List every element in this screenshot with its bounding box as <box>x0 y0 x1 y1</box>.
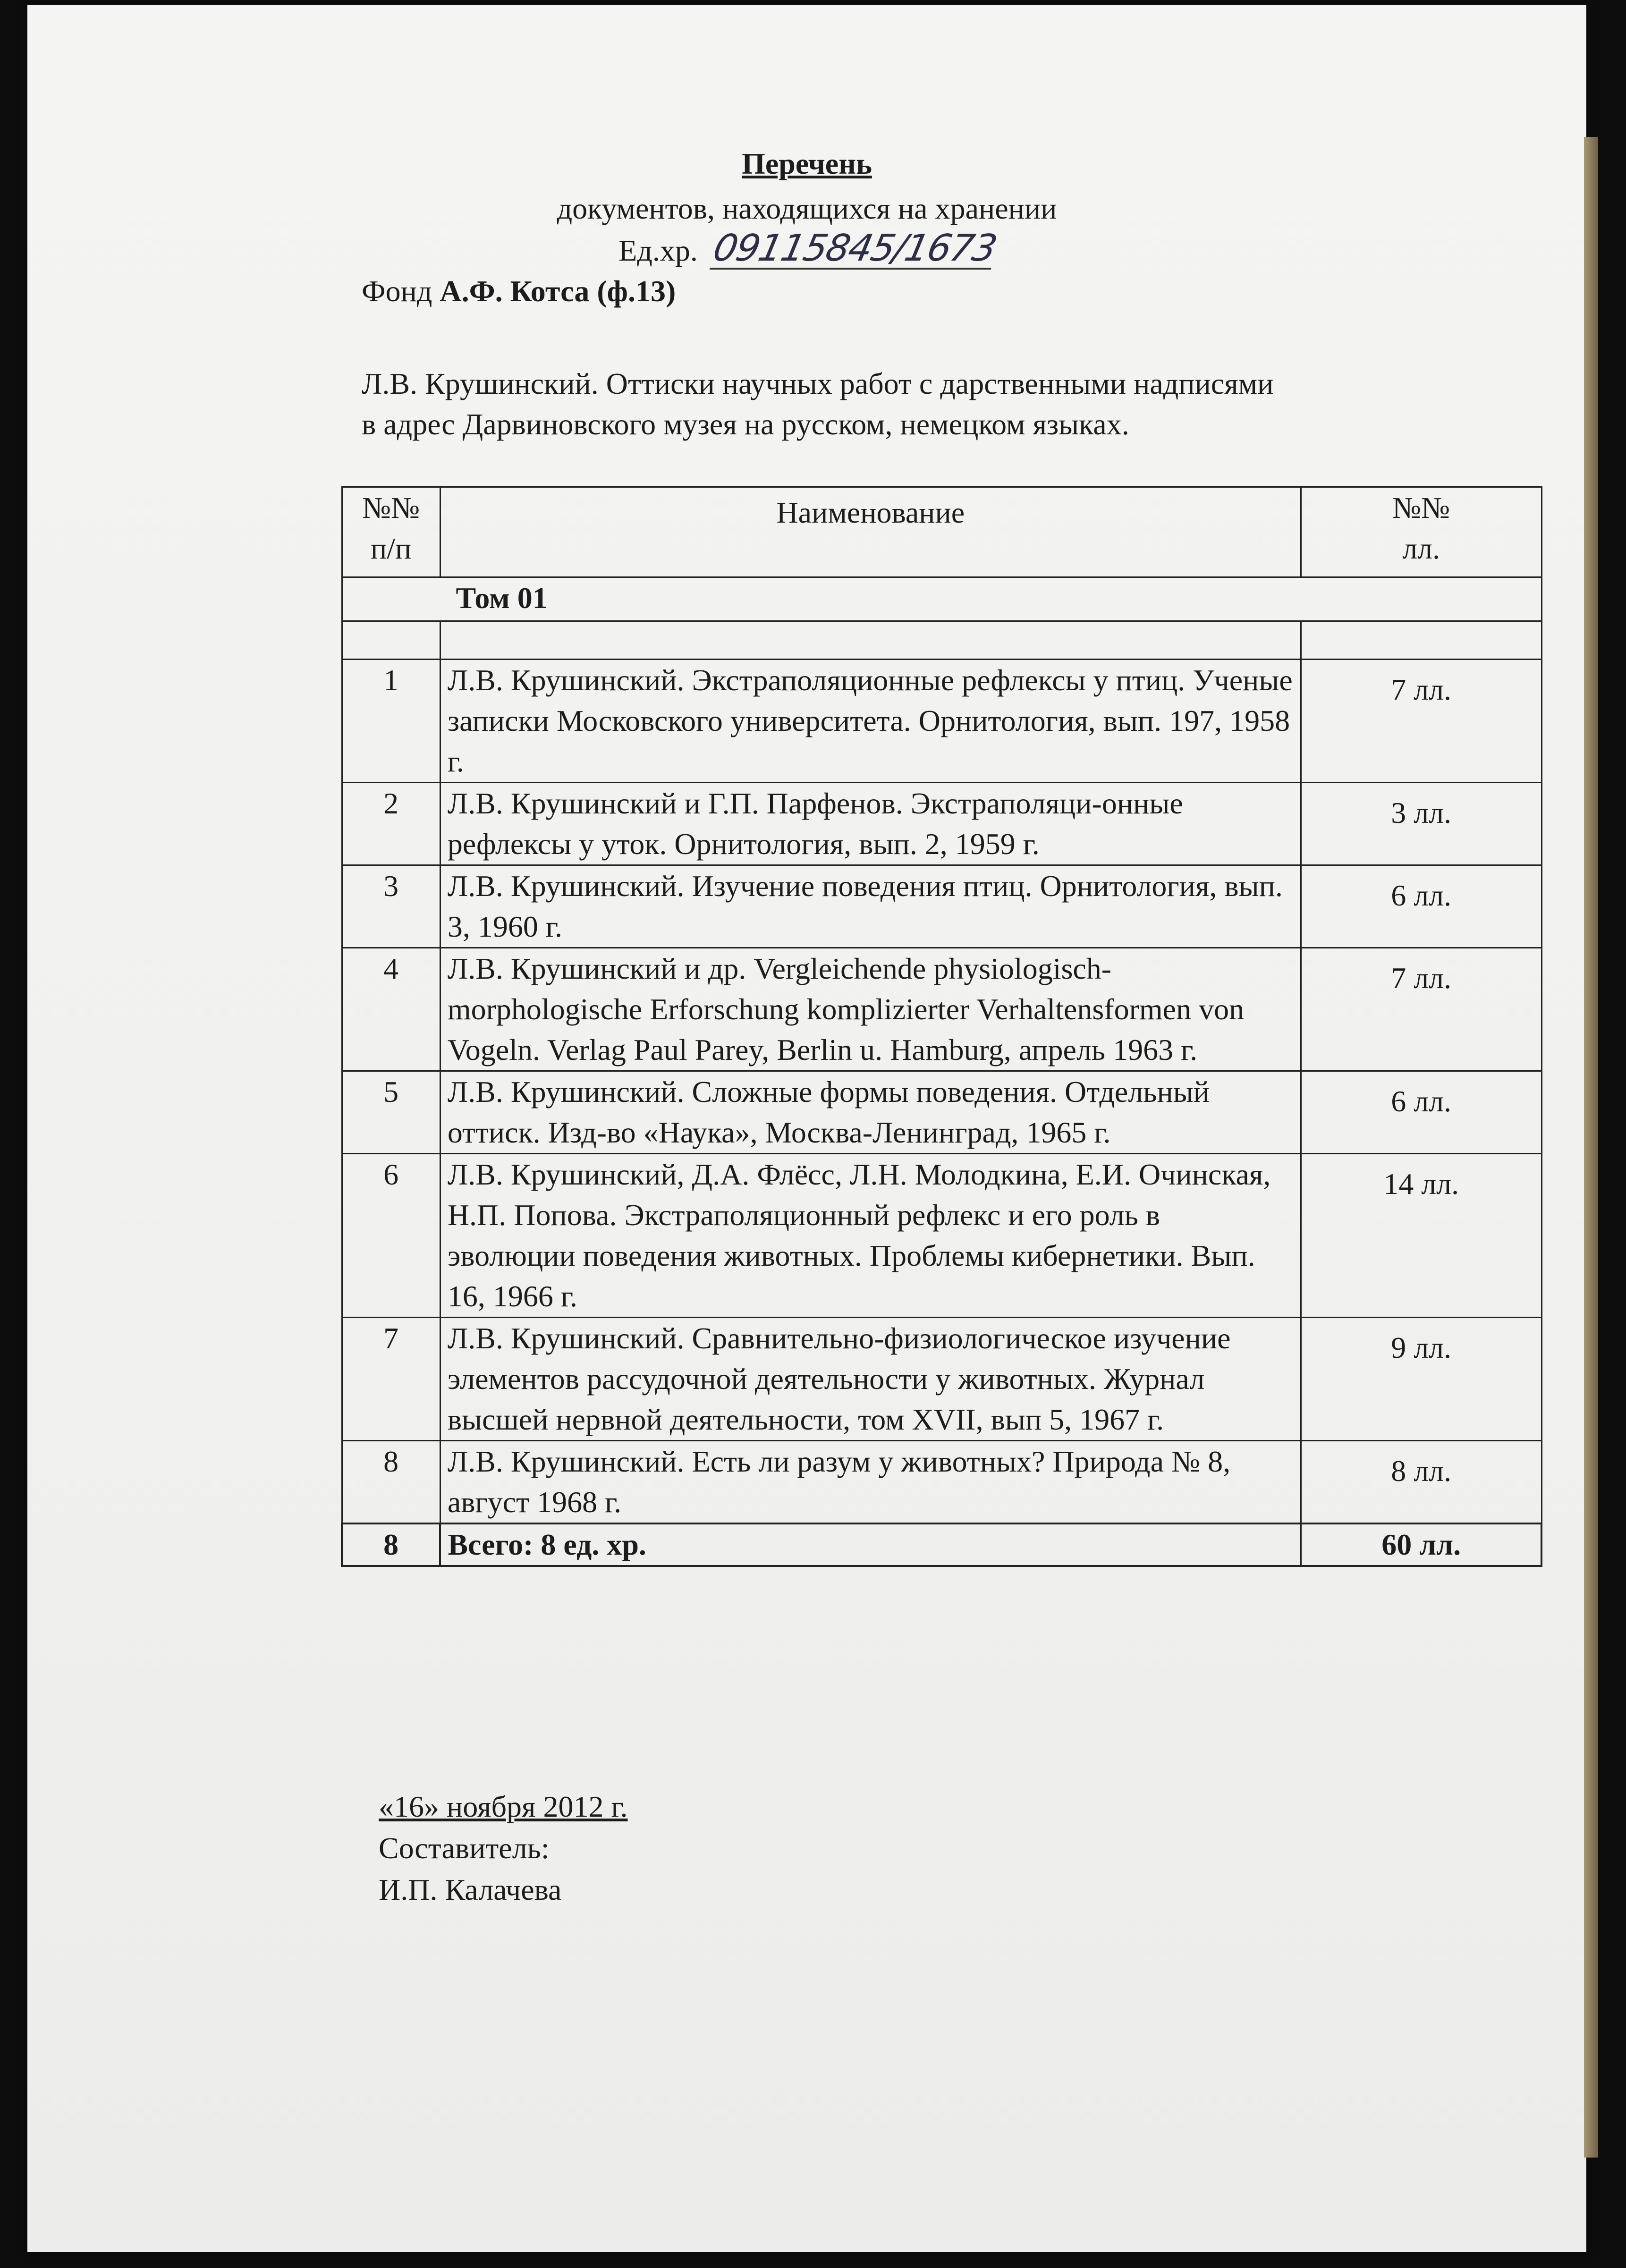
volume-row <box>342 577 1541 621</box>
storage-label: Ед.хр. <box>618 234 698 267</box>
row-number: 1 <box>342 660 440 783</box>
row-title: Л.В. Крушинский. Сравнительно-физиологическое изучение элементов рассудочной деятельности у животных. Журнал высшей нервной деятельности, том XVII, вып 5, 1967 г. <box>440 1318 1301 1441</box>
row-sheets: 7 лл. <box>1301 660 1541 783</box>
header-number-line-1: №№ <box>362 491 420 525</box>
header-sheets-line-1: №№ <box>1392 491 1450 525</box>
header-number-line-2: п/п <box>371 532 412 565</box>
documents-table <box>341 486 1542 1567</box>
document-page <box>27 5 1586 2252</box>
row-number: 8 <box>342 1441 440 1524</box>
row-number: 7 <box>342 1318 440 1441</box>
row-number: 6 <box>342 1154 440 1318</box>
table-row <box>342 1071 1541 1154</box>
intro-line-2: в адрес Дарвиновского музея на русском, немецком языках. <box>362 407 1129 441</box>
table-row <box>342 1318 1541 1441</box>
total-label: Всего: 8 ед. хр. <box>440 1523 1301 1566</box>
row-sheets: 7 лл. <box>1301 948 1541 1071</box>
header-sheets <box>1301 487 1541 577</box>
intro-line-1: Л.В. Крушинский. Оттиски научных работ с дарственными надписями <box>362 367 1274 400</box>
header-number <box>342 487 440 577</box>
total-number: 8 <box>342 1523 440 1566</box>
table-row <box>342 1154 1541 1318</box>
storage-unit-line <box>27 229 1586 270</box>
table-row <box>342 1441 1541 1524</box>
table-row <box>342 660 1541 783</box>
document-title: Перечень <box>742 147 872 180</box>
row-number: 3 <box>342 865 440 948</box>
composer-name: И.П. Калачева <box>379 1873 562 1906</box>
blank-cell <box>1301 621 1541 660</box>
row-number: 4 <box>342 948 440 1071</box>
row-title: Л.В. Крушинский. Экстраполяционные рефлексы у птиц. Ученые записки Московского университета. Орнитология, вып. 197, 1958 г. <box>440 660 1301 783</box>
document-subtitle: документов, находящихся на хранении <box>557 192 1057 225</box>
row-title: Л.В. Крушинский. Изучение поведения птиц. Орнитология, вып. 3, 1960 г. <box>440 865 1301 948</box>
compile-date: «16» ноября 2012 г. <box>379 1790 628 1823</box>
row-sheets: 9 лл. <box>1301 1318 1541 1441</box>
intro-paragraph <box>362 364 1273 445</box>
fond-label: Фонд <box>362 274 432 308</box>
header-title: Наименование <box>440 487 1301 577</box>
row-title: Л.В. Крушинский и др. Vergleichende physiologisch-morphologische Erforschung komplizierter Verhaltensformen von Vogeln. Verlag Paul Parey, Berlin u. Hamburg, апрель 1963 г. <box>440 948 1301 1071</box>
row-number: 2 <box>342 783 440 865</box>
table-row <box>342 783 1541 865</box>
total-sheets: 60 лл. <box>1301 1523 1541 1566</box>
row-sheets: 3 лл. <box>1301 783 1541 865</box>
row-title: Л.В. Крушинский. Сложные формы поведения. Отдельный оттиск. Изд-во «Наука», Москва-Ленинград, 1965 г. <box>440 1071 1301 1154</box>
row-number: 5 <box>342 1071 440 1154</box>
handwritten-storage-number: 09115845/1673 <box>709 227 1000 270</box>
row-sheets: 6 лл. <box>1301 1071 1541 1154</box>
row-sheets: 14 лл. <box>1301 1154 1541 1318</box>
row-title: Л.В. Крушинский, Д.А. Флёсс, Л.Н. Молодкина, Е.И. Очинская, Н.П. Попова. Экстраполяционный рефлекс и его роль в эволюции поведения животных. Проблемы кибернетики. Вып. 16, 1966 г. <box>440 1154 1301 1318</box>
volume-label: Том 01 <box>342 577 1541 621</box>
row-title: Л.В. Крушинский. Есть ли разум у животных? Природа № 8, август 1968 г. <box>440 1441 1301 1524</box>
blank-cell <box>342 621 440 660</box>
header-sheets-line-2: лл. <box>1402 532 1440 565</box>
row-sheets: 6 лл. <box>1301 865 1541 948</box>
table-header-row <box>342 487 1541 577</box>
table-row <box>342 865 1541 948</box>
fond-line <box>362 274 676 309</box>
blank-cell <box>440 621 1301 660</box>
fond-name: А.Ф. Котса (ф.13) <box>440 274 676 308</box>
paper-edge <box>1584 137 1598 2158</box>
row-title: Л.В. Крушинский и Г.П. Парфенов. Экстраполяци-онные рефлексы у уток. Орнитология, вып. 2, 1959 г. <box>440 783 1301 865</box>
table-row <box>342 948 1541 1071</box>
row-sheets: 8 лл. <box>1301 1441 1541 1524</box>
blank-row <box>342 621 1541 660</box>
composer-label: Составитель: <box>379 1831 550 1865</box>
total-row <box>342 1523 1541 1566</box>
